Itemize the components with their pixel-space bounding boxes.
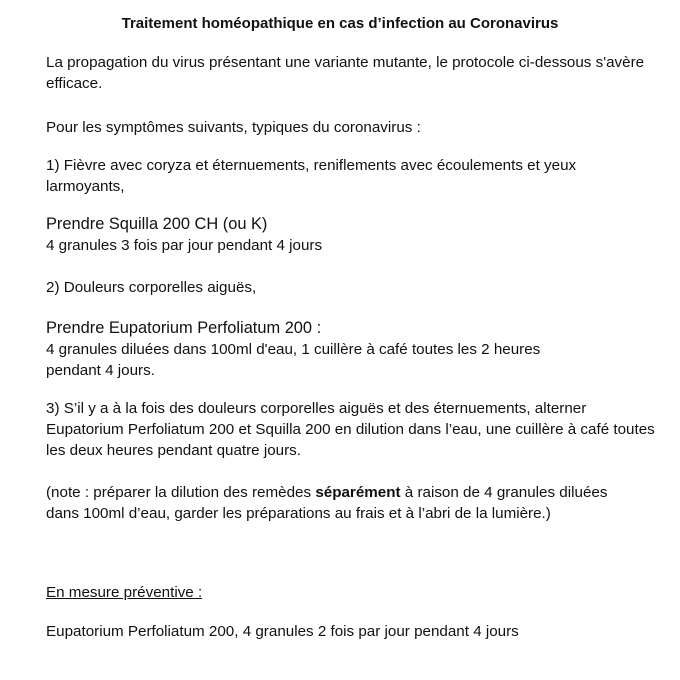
item1-instruction-line1: Prendre Squilla 200 CH (ou K) [46, 215, 268, 233]
preventive-text: Eupatorium Perfoliatum 200, 4 granules 2 fois par jour pendant 4 jours [46, 623, 519, 640]
note-text-bold: séparément [315, 484, 401, 501]
document-title: Traitement homéopathique en cas d’infection au Coronavirus [121, 15, 559, 32]
item1-instruction-line2: 4 granules 3 fois par jour pendant 4 jours [46, 237, 323, 254]
item2-instruction-line1: Prendre Eupatorium Perfoliatum 200 : [46, 319, 322, 337]
item1-instructions [46, 214, 646, 256]
intro-paragraph: La propagation du virus présentant une variante mutante, le protocole ci-dessous s'avère efficace. [46, 54, 645, 92]
item2-instructions [46, 318, 646, 381]
preventive-heading: En mesure préventive : [46, 584, 203, 601]
note-paragraph [46, 482, 636, 524]
item2-instruction-line2: 4 granules diluées dans 100ml d'eau, 1 cuillère à café toutes les 2 heures [46, 341, 541, 358]
item3-paragraph: 3) S’il y a à la fois des douleurs corporelles aiguës et des éternuements, alterner Eupatorium Perfoliatum 200 et Squilla 200 en dilution dans l’eau, une cuillère à café toutes les deux heures pendant quatre jours. [46, 400, 655, 459]
item2-instruction-line3: pendant 4 jours. [46, 362, 155, 379]
note-text-before: (note : préparer la dilution des remèdes [46, 484, 316, 501]
symptoms-intro: Pour les symptômes suivants, typiques du coronavirus : [46, 119, 421, 136]
note-text-after: à raison de 4 granules diluées dans 100ml d’eau, garder les préparations au frais et à l’abri de la lumière.) [46, 484, 608, 522]
item1-symptom: 1) Fièvre avec coryza et éternuements, reniflements avec écoulements et yeux larmoyants, [46, 157, 577, 195]
item2-symptom: 2) Douleurs corporelles aiguës, [46, 279, 257, 296]
